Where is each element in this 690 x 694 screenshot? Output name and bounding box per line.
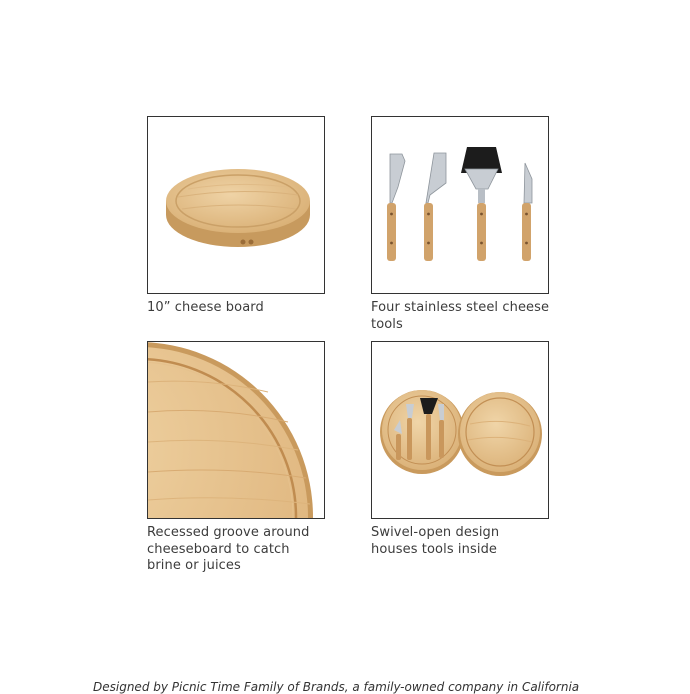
designer-footer-text: Designed by Picnic Time Family of Brands, a family-owned company in California <box>93 680 580 694</box>
swivel-open-icon <box>372 342 548 518</box>
groove-closeup-icon <box>148 342 324 518</box>
cheese-board-image <box>147 116 325 294</box>
groove-caption: Recessed groove around cheeseboard to catch brine or juices <box>147 525 310 573</box>
cheese-tools-icon <box>372 117 548 293</box>
groove-closeup-image <box>147 341 325 519</box>
cheese-tools-image <box>371 116 549 294</box>
swivel-open-image <box>371 341 549 519</box>
cheese-tools-caption: Four stainless steel cheese tools <box>371 300 550 332</box>
swivel-open-caption: Swivel-open design houses tools inside <box>371 525 500 557</box>
cheese-board-icon <box>148 117 324 293</box>
cheese-board-caption: 10” cheese board <box>147 300 264 315</box>
